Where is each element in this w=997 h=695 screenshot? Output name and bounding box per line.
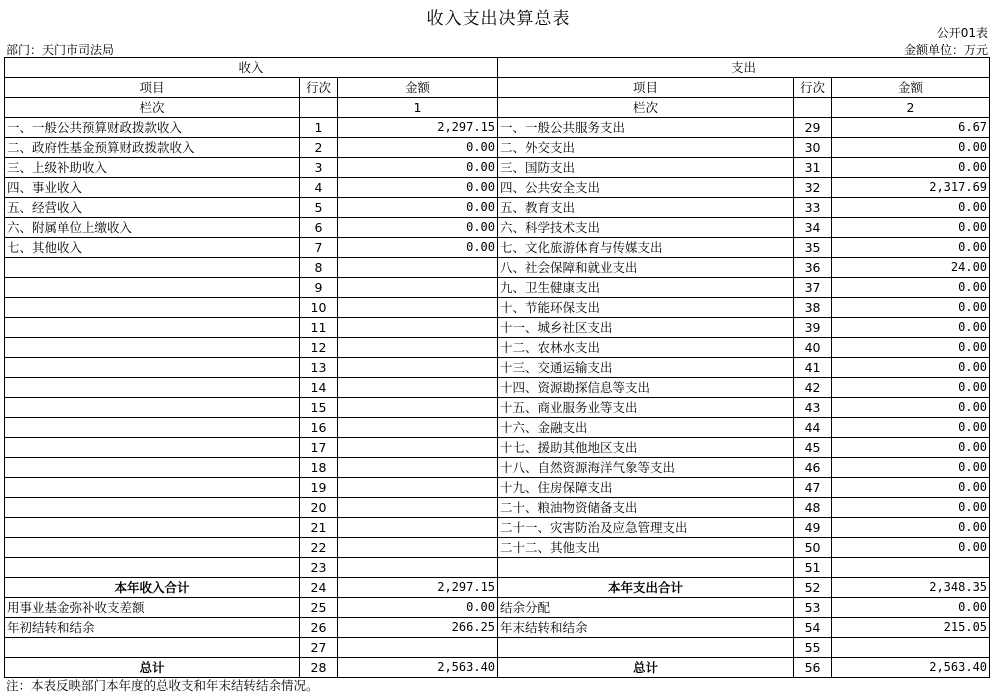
- header-row-column-index: [5, 98, 990, 118]
- expense-item-cell: [498, 558, 794, 578]
- expense-amount-cell: 0.00: [832, 358, 990, 378]
- expense-rowno-cell: 46: [794, 458, 832, 478]
- table-row: [5, 518, 990, 538]
- table-row: [5, 258, 990, 278]
- income-rowno-cell: 10: [300, 298, 338, 318]
- income-item-cell: [5, 378, 300, 398]
- income-item-cell: 年初结转和结余: [5, 618, 300, 638]
- expense-amount-cell: 0.00: [832, 458, 990, 478]
- income-amount-cell: 2,563.40: [338, 658, 498, 678]
- amount-unit-label: 金额单位：万元: [903, 43, 988, 57]
- expense-amount-cell: 0.00: [832, 438, 990, 458]
- income-item-cell: [5, 538, 300, 558]
- income-amount-cell: 2,297.15: [338, 118, 498, 138]
- income-rowno-cell: 25: [300, 598, 338, 618]
- expense-rowno-cell: 56: [794, 658, 832, 678]
- expense-rowno-cell: 41: [794, 358, 832, 378]
- expense-rowno-cell: 34: [794, 218, 832, 238]
- income-item-cell: [5, 278, 300, 298]
- income-amount-cell: 266.25: [338, 618, 498, 638]
- income-item-cell: [5, 518, 300, 538]
- expense-item-cell: 三、国防支出: [498, 158, 794, 178]
- income-item-cell: [5, 458, 300, 478]
- income-amount-cell: 0.00: [338, 598, 498, 618]
- income-expense-table: [4, 57, 990, 678]
- expense-item-cell: 五、教育支出: [498, 198, 794, 218]
- expense-amount-cell: 24.00: [832, 258, 990, 278]
- expense-item-cell: 二、外交支出: [498, 138, 794, 158]
- income-rowno-cell: 24: [300, 578, 338, 598]
- income-item-cell: [5, 358, 300, 378]
- expense-amount-cell: 0.00: [832, 278, 990, 298]
- expense-rowno-cell: 54: [794, 618, 832, 638]
- expense-rowno-cell: 51: [794, 558, 832, 578]
- expense-item-cell: 十一、城乡社区支出: [498, 318, 794, 338]
- expense-amount-cell: 0.00: [832, 418, 990, 438]
- expense-rowno-cell: 49: [794, 518, 832, 538]
- expense-rowno-cell: 38: [794, 298, 832, 318]
- income-item-cell: 二、政府性基金预算财政拨款收入: [5, 138, 300, 158]
- expense-amount-cell: [832, 638, 990, 658]
- income-item-cell: 七、其他收入: [5, 238, 300, 258]
- expense-item-cell: 六、科学技术支出: [498, 218, 794, 238]
- expense-amount-header: 金额: [832, 78, 990, 98]
- income-amount-cell: [338, 358, 498, 378]
- income-rowno-cell: 28: [300, 658, 338, 678]
- expense-section-header: 支出: [498, 58, 990, 78]
- income-item-cell: [5, 438, 300, 458]
- department-label: 部门：天门市司法局: [6, 43, 115, 57]
- income-amount-cell: [338, 558, 498, 578]
- income-amount-cell: [338, 638, 498, 658]
- expense-rowno-cell: 50: [794, 538, 832, 558]
- income-rowno-cell: 12: [300, 338, 338, 358]
- income-amount-cell: [338, 478, 498, 498]
- expense-item-cell: 十八、自然资源海洋气象等支出: [498, 458, 794, 478]
- expense-item-cell: 二十一、灾害防治及应急管理支出: [498, 518, 794, 538]
- income-item-cell: [5, 398, 300, 418]
- income-item-cell: 用事业基金弥补收支差额: [5, 598, 300, 618]
- expense-amount-cell: 2,317.69: [832, 178, 990, 198]
- income-rowno-cell: 5: [300, 198, 338, 218]
- table-row: [5, 338, 990, 358]
- expense-item-header: 项目: [498, 78, 794, 98]
- expense-amount-cell: 0.00: [832, 138, 990, 158]
- expense-rowno-cell: 47: [794, 478, 832, 498]
- income-rowno-header: 行次: [300, 78, 338, 98]
- expense-item-cell: 总计: [498, 658, 794, 678]
- table-row: [5, 618, 990, 638]
- income-item-cell: [5, 638, 300, 658]
- expense-item-cell: 十七、援助其他地区支出: [498, 438, 794, 458]
- income-item-cell: [5, 558, 300, 578]
- income-rowno-cell: 21: [300, 518, 338, 538]
- expense-amount-cell: 0.00: [832, 518, 990, 538]
- income-amount-cell: [338, 498, 498, 518]
- table-row: [5, 558, 990, 578]
- income-item-cell: [5, 418, 300, 438]
- table-row: [5, 218, 990, 238]
- table-row: [5, 498, 990, 518]
- table-body: [5, 118, 990, 678]
- income-amount-cell: 0.00: [338, 158, 498, 178]
- expense-amount-cell: 0.00: [832, 218, 990, 238]
- expense-rowno-cell: 35: [794, 238, 832, 258]
- expense-rowno-cell: 37: [794, 278, 832, 298]
- income-amount-cell: [338, 438, 498, 458]
- income-column-index-blank: [300, 98, 338, 118]
- income-column-index: 1: [338, 98, 498, 118]
- table-note: 注：本表反映部门本年度的总收支和年末结转结余情况。: [6, 678, 319, 693]
- expense-rowno-cell: 30: [794, 138, 832, 158]
- income-item-cell: [5, 258, 300, 278]
- income-rowno-cell: 9: [300, 278, 338, 298]
- income-item-cell: [5, 298, 300, 318]
- table-row: [5, 598, 990, 618]
- table-row: [5, 318, 990, 338]
- income-amount-cell: [338, 398, 498, 418]
- expense-column-index-blank: [794, 98, 832, 118]
- income-rowno-cell: 15: [300, 398, 338, 418]
- income-amount-header: 金额: [338, 78, 498, 98]
- expense-item-cell: 二十、粮油物资储备支出: [498, 498, 794, 518]
- income-rowno-cell: 1: [300, 118, 338, 138]
- expense-amount-cell: 0.00: [832, 338, 990, 358]
- income-rowno-cell: 16: [300, 418, 338, 438]
- income-rowno-cell: 18: [300, 458, 338, 478]
- expense-rowno-cell: 45: [794, 438, 832, 458]
- table-row: [5, 438, 990, 458]
- expense-amount-cell: 2,563.40: [832, 658, 990, 678]
- income-item-cell: [5, 498, 300, 518]
- income-amount-cell: [338, 298, 498, 318]
- expense-rowno-cell: 29: [794, 118, 832, 138]
- income-rowno-cell: 17: [300, 438, 338, 458]
- income-rowno-cell: 4: [300, 178, 338, 198]
- income-rowno-cell: 19: [300, 478, 338, 498]
- expense-rowno-cell: 40: [794, 338, 832, 358]
- income-amount-cell: [338, 318, 498, 338]
- income-amount-cell: [338, 418, 498, 438]
- income-amount-cell: [338, 458, 498, 478]
- income-item-cell: 三、上级补助收入: [5, 158, 300, 178]
- income-rowno-cell: 22: [300, 538, 338, 558]
- expense-amount-cell: 0.00: [832, 378, 990, 398]
- table-row: [5, 278, 990, 298]
- expense-column-index: 2: [832, 98, 990, 118]
- table-row: [5, 158, 990, 178]
- income-rowno-cell: 8: [300, 258, 338, 278]
- expense-item-cell: 结余分配: [498, 598, 794, 618]
- expense-amount-cell: 0.00: [832, 298, 990, 318]
- expense-rowno-cell: 42: [794, 378, 832, 398]
- income-amount-cell: 0.00: [338, 218, 498, 238]
- table-row: [5, 198, 990, 218]
- total-row: [5, 578, 990, 598]
- expense-item-cell: 八、社会保障和就业支出: [498, 258, 794, 278]
- expense-rowno-cell: 55: [794, 638, 832, 658]
- expense-rowno-cell: 36: [794, 258, 832, 278]
- form-code: 公开01表: [936, 26, 988, 40]
- expense-item-cell: [498, 638, 794, 658]
- expense-item-cell: 二十二、其他支出: [498, 538, 794, 558]
- expense-column-index-label: 栏次: [498, 98, 794, 118]
- expense-rowno-cell: 31: [794, 158, 832, 178]
- table-row: [5, 638, 990, 658]
- income-rowno-cell: 14: [300, 378, 338, 398]
- income-amount-cell: 0.00: [338, 198, 498, 218]
- expense-item-cell: 十三、交通运输支出: [498, 358, 794, 378]
- table-row: [5, 458, 990, 478]
- income-amount-cell: [338, 538, 498, 558]
- income-item-cell: [5, 478, 300, 498]
- income-amount-cell: [338, 378, 498, 398]
- expense-amount-cell: 2,348.35: [832, 578, 990, 598]
- expense-item-cell: 一、一般公共服务支出: [498, 118, 794, 138]
- expense-item-cell: 十九、住房保障支出: [498, 478, 794, 498]
- income-item-cell: 本年收入合计: [5, 578, 300, 598]
- income-item-cell: 四、事业收入: [5, 178, 300, 198]
- expense-item-cell: 九、卫生健康支出: [498, 278, 794, 298]
- table-row: [5, 358, 990, 378]
- income-rowno-cell: 20: [300, 498, 338, 518]
- income-amount-cell: 0.00: [338, 178, 498, 198]
- expense-amount-cell: 0.00: [832, 498, 990, 518]
- expense-amount-cell: 0.00: [832, 398, 990, 418]
- table-row: [5, 298, 990, 318]
- income-rowno-cell: 23: [300, 558, 338, 578]
- income-item-header: 项目: [5, 78, 300, 98]
- header-row-columns: [5, 78, 990, 98]
- total-row: [5, 658, 990, 678]
- income-rowno-cell: 2: [300, 138, 338, 158]
- income-amount-cell: [338, 258, 498, 278]
- expense-rowno-cell: 52: [794, 578, 832, 598]
- expense-rowno-cell: 53: [794, 598, 832, 618]
- table-row: [5, 378, 990, 398]
- expense-rowno-cell: 32: [794, 178, 832, 198]
- table-row: [5, 398, 990, 418]
- expense-item-cell: 十二、农林水支出: [498, 338, 794, 358]
- income-column-index-label: 栏次: [5, 98, 300, 118]
- expense-item-cell: 十四、资源勘探信息等支出: [498, 378, 794, 398]
- income-amount-cell: [338, 278, 498, 298]
- header-row-section: [5, 58, 990, 78]
- income-amount-cell: 2,297.15: [338, 578, 498, 598]
- income-rowno-cell: 26: [300, 618, 338, 638]
- expense-amount-cell: 215.05: [832, 618, 990, 638]
- income-amount-cell: 0.00: [338, 238, 498, 258]
- expense-amount-cell: 0.00: [832, 238, 990, 258]
- income-rowno-cell: 3: [300, 158, 338, 178]
- table-row: [5, 418, 990, 438]
- income-amount-cell: [338, 518, 498, 538]
- expense-amount-cell: 0.00: [832, 538, 990, 558]
- table-row: [5, 538, 990, 558]
- expense-item-cell: 本年支出合计: [498, 578, 794, 598]
- income-amount-cell: 0.00: [338, 138, 498, 158]
- expense-amount-cell: 0.00: [832, 478, 990, 498]
- income-rowno-cell: 13: [300, 358, 338, 378]
- income-rowno-cell: 7: [300, 238, 338, 258]
- table-row: [5, 138, 990, 158]
- income-item-cell: [5, 318, 300, 338]
- table-row: [5, 178, 990, 198]
- expense-item-cell: 四、公共安全支出: [498, 178, 794, 198]
- income-item-cell: [5, 338, 300, 358]
- expense-rowno-cell: 39: [794, 318, 832, 338]
- expense-rowno-cell: 44: [794, 418, 832, 438]
- income-amount-cell: [338, 338, 498, 358]
- expense-amount-cell: [832, 558, 990, 578]
- expense-amount-cell: 0.00: [832, 158, 990, 178]
- expense-rowno-cell: 43: [794, 398, 832, 418]
- expense-rowno-header: 行次: [794, 78, 832, 98]
- income-rowno-cell: 11: [300, 318, 338, 338]
- expense-amount-cell: 6.67: [832, 118, 990, 138]
- expense-rowno-cell: 48: [794, 498, 832, 518]
- expense-amount-cell: 0.00: [832, 318, 990, 338]
- table-row: [5, 118, 990, 138]
- income-item-cell: 五、经营收入: [5, 198, 300, 218]
- income-item-cell: 一、一般公共预算财政拨款收入: [5, 118, 300, 138]
- expense-amount-cell: 0.00: [832, 598, 990, 618]
- expense-item-cell: 七、文化旅游体育与传媒支出: [498, 238, 794, 258]
- income-rowno-cell: 6: [300, 218, 338, 238]
- income-rowno-cell: 27: [300, 638, 338, 658]
- table-row: [5, 478, 990, 498]
- expense-amount-cell: 0.00: [832, 198, 990, 218]
- page-title: 收入支出决算总表: [426, 9, 571, 29]
- income-section-header: 收入: [5, 58, 498, 78]
- expense-rowno-cell: 33: [794, 198, 832, 218]
- expense-item-cell: 年末结转和结余: [498, 618, 794, 638]
- expense-item-cell: 十五、商业服务业等支出: [498, 398, 794, 418]
- income-item-cell: 六、附属单位上缴收入: [5, 218, 300, 238]
- income-item-cell: 总计: [5, 658, 300, 678]
- expense-item-cell: 十、节能环保支出: [498, 298, 794, 318]
- table-row: [5, 238, 990, 258]
- expense-item-cell: 十六、金融支出: [498, 418, 794, 438]
